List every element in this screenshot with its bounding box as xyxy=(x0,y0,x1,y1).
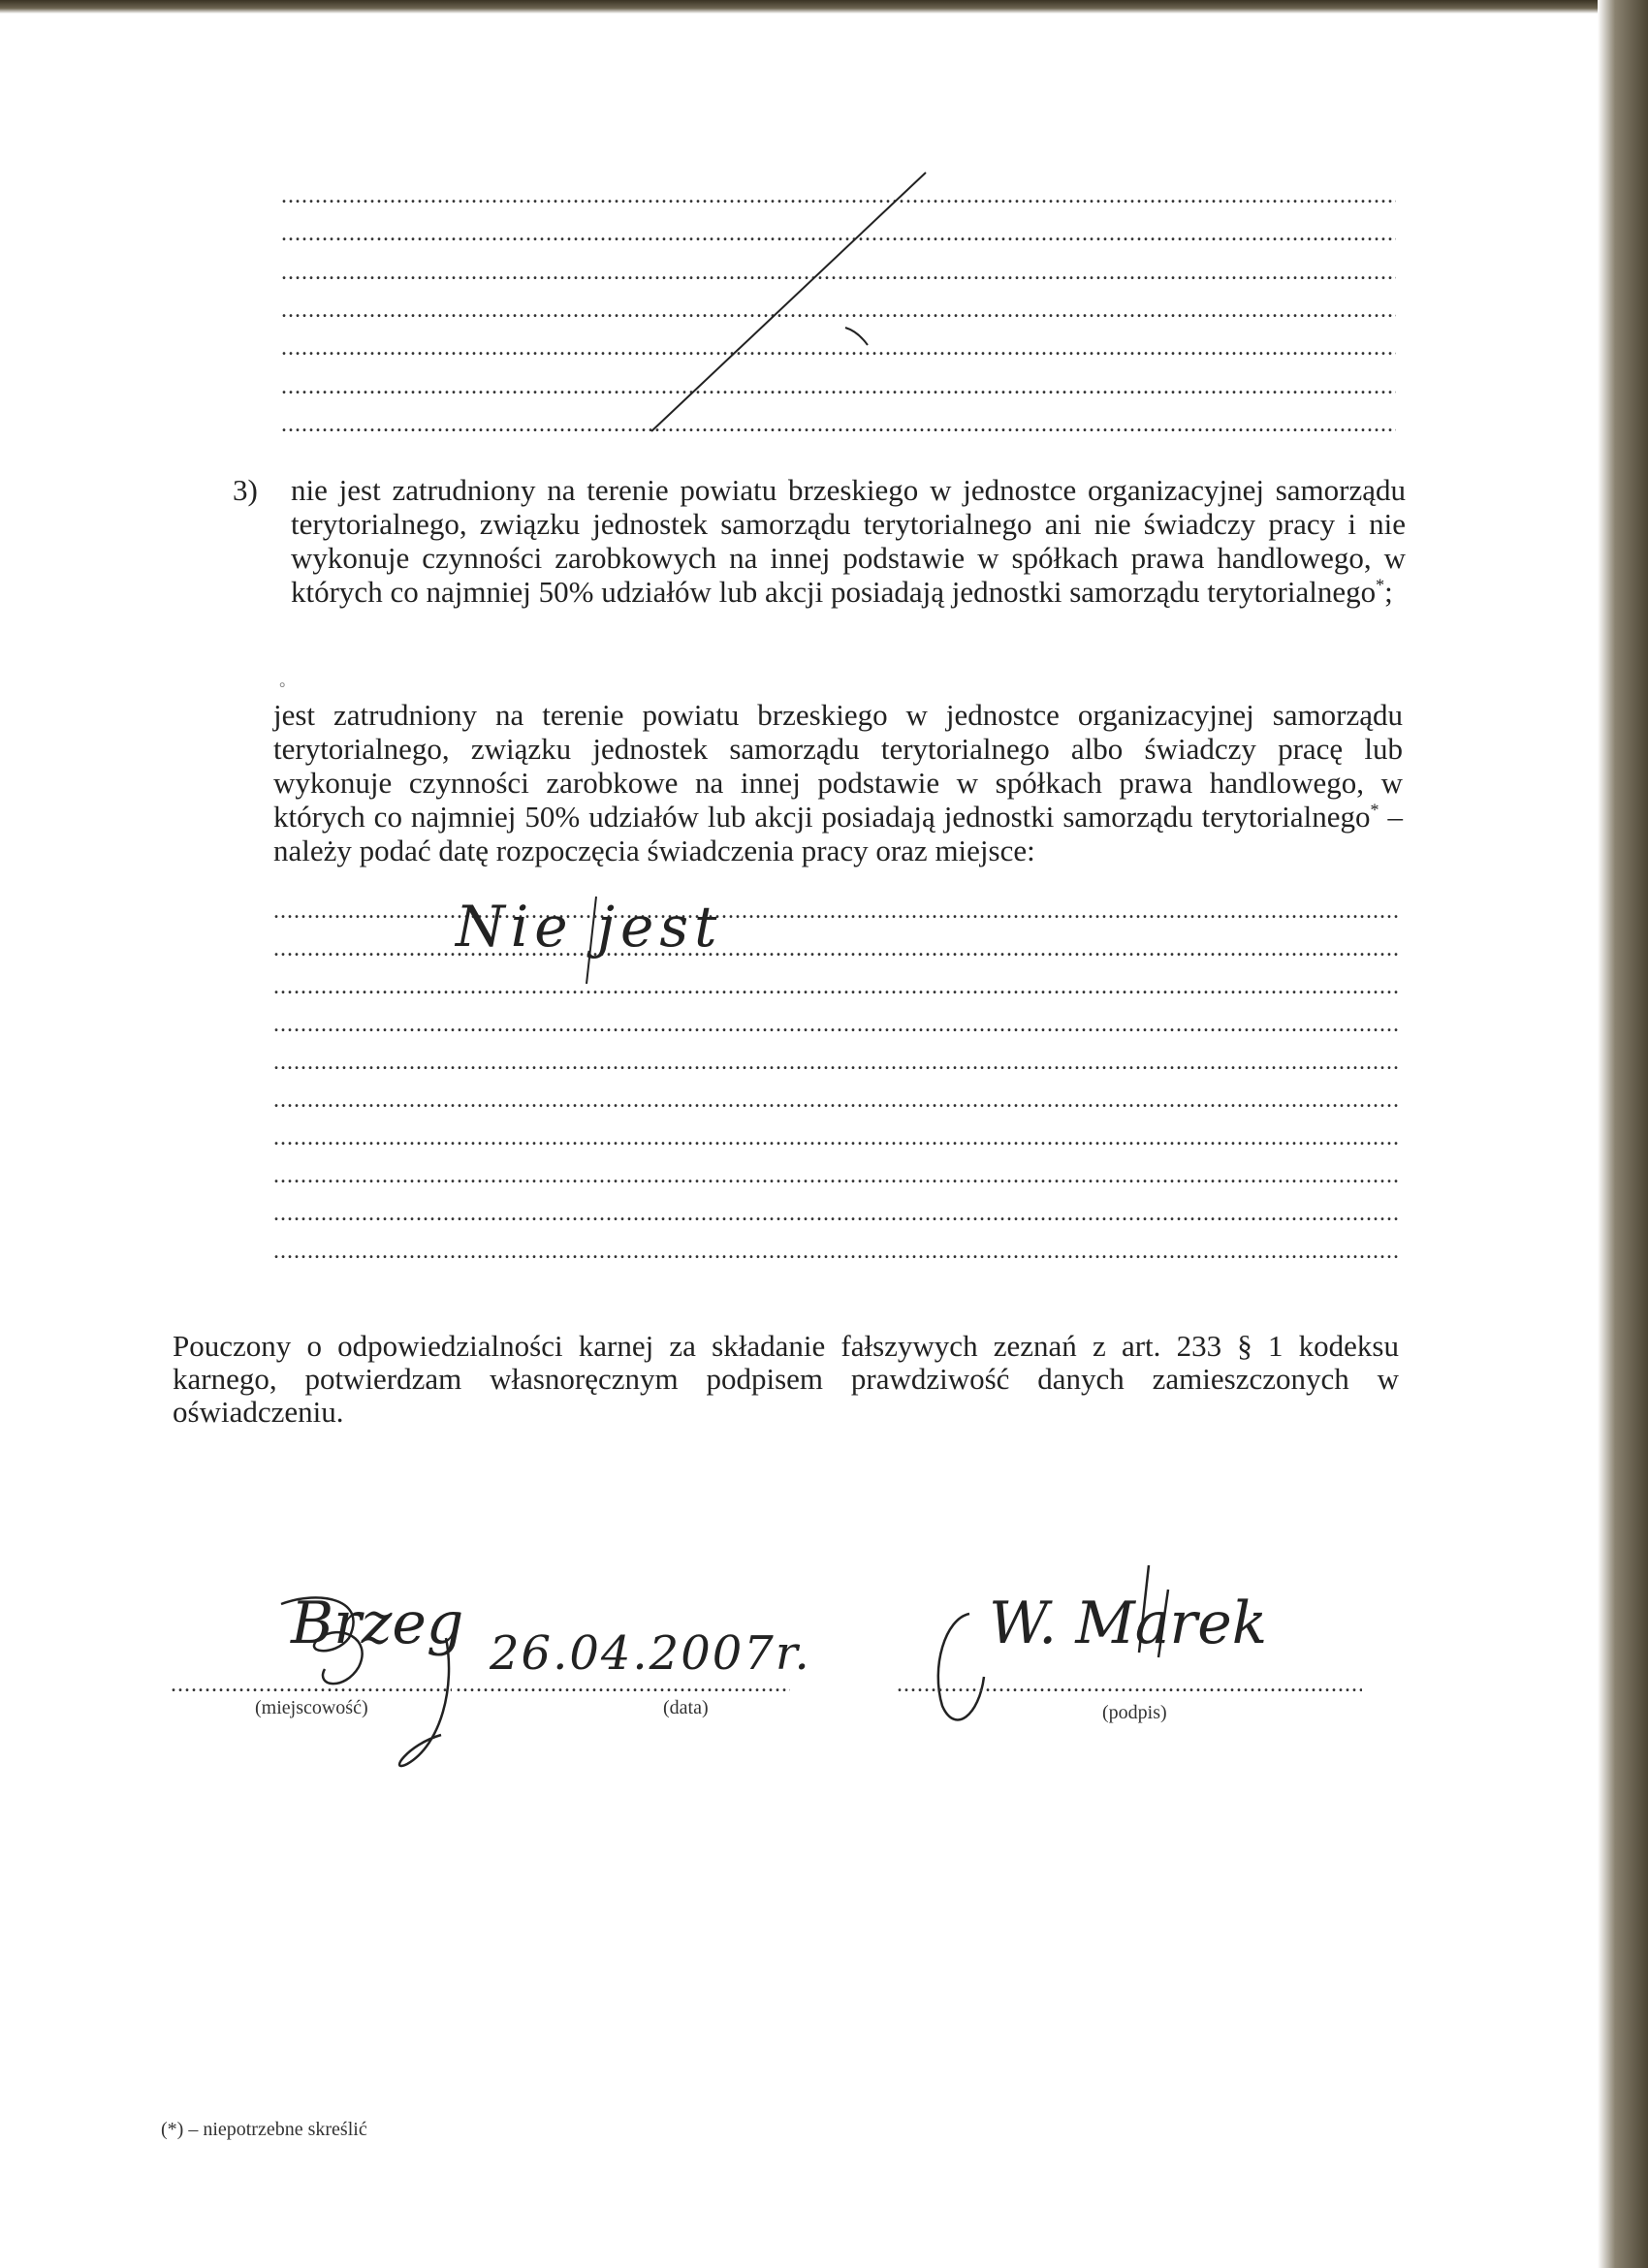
dotted-line xyxy=(273,977,1400,996)
date-caption: (data) xyxy=(663,1697,709,1718)
place-caption: (miejscowość) xyxy=(255,1697,368,1718)
signature-caption: (podpis) xyxy=(1102,1702,1167,1723)
footnote: (*) – niepotrzebne skreślić xyxy=(161,2119,367,2140)
footnote-star: * xyxy=(1376,575,1385,595)
item-3 xyxy=(233,473,1406,609)
dotted-line xyxy=(273,901,1400,921)
dotted-line xyxy=(273,1090,1400,1110)
place-line xyxy=(171,1675,452,1694)
handwritten-place: Brzeg xyxy=(291,1590,464,1657)
signature-line xyxy=(897,1675,1362,1694)
strike-line xyxy=(651,173,926,431)
dotted-line xyxy=(273,1242,1400,1261)
alt-marker: ° xyxy=(279,680,286,697)
dotted-line xyxy=(273,939,1400,959)
dotted-line xyxy=(273,1015,1400,1034)
handwritten-signature: W. Marek xyxy=(989,1590,1268,1657)
item-text: nie jest zatrudniony na terenie powiatu brzeskiego w jednostce organizacyjnej samorządu terytorialnego, związku jednostek samorządu terytorialnego ani nie świadczy pracy i nie wykonuje czynności zarobkowych na innej podstawie w spółkach prawa handlowego, w których co najmniej 50% udziałów lub akcji posiadają jednostki samorządu terytorialnego*; xyxy=(291,473,1406,609)
strike-tick xyxy=(845,328,868,345)
declaration-text: Pouczony o odpowiedzialności karnej za składanie fałszywych zeznań z art. 233 § 1 kodeksu karnego, potwierdzam własnoręcznym podpisem prawdziwość danych zamieszczonych w oświadczeniu. xyxy=(173,1329,1399,1429)
dotted-line xyxy=(273,1166,1400,1185)
footnote-star: * xyxy=(1370,800,1379,820)
handwritten-answer: Nie jest xyxy=(456,894,723,960)
dotted-line xyxy=(273,1128,1400,1148)
signature-stroke xyxy=(938,1614,984,1719)
item-number: 3) xyxy=(233,473,258,507)
alternative-text: jest zatrudniony na terenie powiatu brzeskiego w jednostce organizacyjnej samorządu terytorialnego, związku jednostek samorządu terytorialnego albo świadczy pracę lub wykonuje czynności zarobkowe na innej podstawie w spółkach prawa handlowego, w których co najmniej 50% udziałów lub akcji posiadają jednostki samorządu terytorialnego* – należy podać datę rozpoczęcia świadczenia pracy oraz miejsce: xyxy=(273,698,1404,867)
dotted-line xyxy=(273,1053,1400,1072)
handwritten-date: 26.04.2007r. xyxy=(490,1626,811,1681)
dotted-line xyxy=(273,1204,1400,1223)
